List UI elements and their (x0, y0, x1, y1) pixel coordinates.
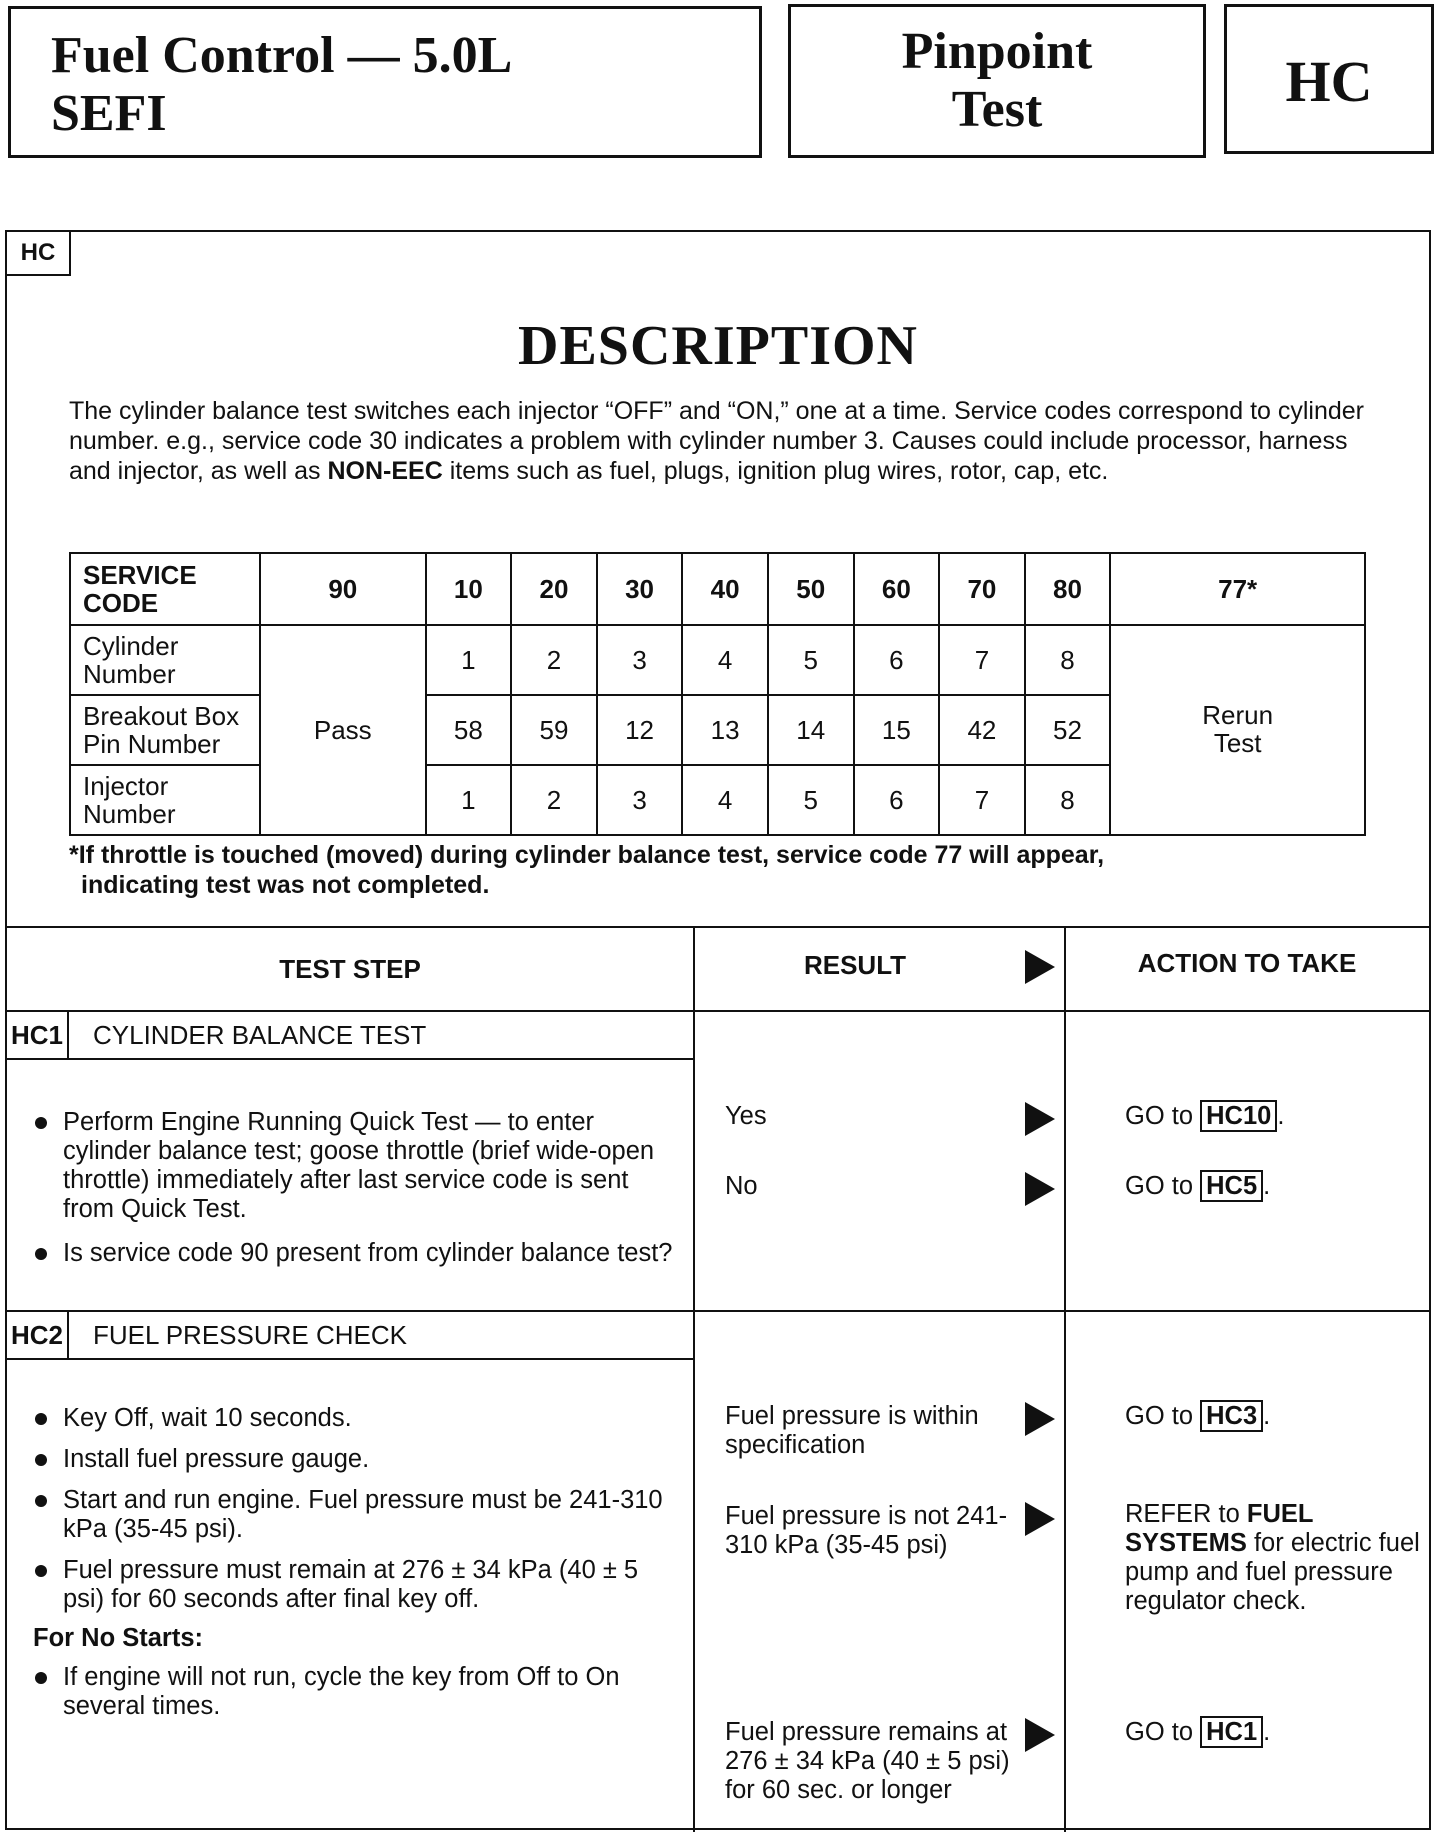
goto-suffix: . (1263, 1718, 1271, 1746)
main-panel (5, 230, 1431, 1830)
pin-cell: 42 (939, 695, 1025, 765)
action-hc1-no (1125, 1170, 1270, 1202)
footnote (69, 840, 1389, 900)
pin-cell: 15 (854, 695, 940, 765)
pinpoint-line2: Test (951, 81, 1043, 138)
cylinder-cell: 7 (939, 625, 1025, 695)
action-hc1-yes (1125, 1100, 1284, 1132)
rerun-test-label: Rerun Test (1202, 700, 1274, 758)
pin-cell: 13 (682, 695, 768, 765)
pin-cell: 58 (426, 695, 512, 765)
arrow-icon (1025, 1172, 1055, 1206)
cylinder-cell: 5 (768, 625, 854, 695)
divider (693, 926, 695, 1832)
pin-cell: 59 (511, 695, 597, 765)
arrow-icon (1025, 950, 1055, 984)
no-starts-heading: For No Starts: (33, 1624, 204, 1652)
refer-for: for (1253, 1529, 1284, 1557)
row-label-cylinder: Cylinder Number (70, 625, 260, 695)
service-code-cell: 20 (511, 553, 597, 625)
arrow-icon (1025, 1502, 1055, 1536)
description-title: DESCRIPTION (518, 315, 918, 377)
injector-cell: 4 (682, 765, 768, 835)
list-item: Install fuel pressure gauge. (33, 1445, 673, 1474)
result-hc1-yes: Yes (725, 1102, 767, 1130)
service-code-cell: 77* (1110, 553, 1365, 625)
result-hc2-within-spec: Fuel pressure is within specification (725, 1402, 979, 1459)
pinpoint-line1: Pinpoint (901, 23, 1093, 80)
result-hc2-remains: Fuel pressure remains at 276 ± 34 kPa (40 ± 5 psi) for 60 sec. or longer (725, 1718, 1010, 1804)
service-code-cell: 60 (854, 553, 940, 625)
result-hc1-no: No (725, 1172, 758, 1200)
injector-cell: 5 (768, 765, 854, 835)
manual-title-line1: Fuel Control — 5.0L (51, 27, 513, 84)
description-text-bold: NON-EEC (327, 457, 443, 485)
injector-cell: 1 (426, 765, 512, 835)
list-item: If engine will not run, cycle the key from Off to On several times. (33, 1663, 673, 1721)
service-code-cell: 70 (939, 553, 1025, 625)
goto-hc1-link[interactable]: HC1 (1200, 1716, 1263, 1748)
service-code-cell: 30 (597, 553, 683, 625)
result-hc2-not-in-range: Fuel pressure is not 241-310 kPa (35-45 psi) (725, 1502, 1008, 1559)
service-code-cell: 80 (1025, 553, 1111, 625)
goto-suffix: . (1263, 1402, 1271, 1430)
cylinder-cell: 3 (597, 625, 683, 695)
refer-prefix: REFER to (1125, 1500, 1240, 1528)
table-row (70, 553, 1365, 625)
manual-title-line2: SEFI (51, 85, 167, 142)
rerun-test-cell (1110, 625, 1365, 835)
action-hc2-remains (1125, 1716, 1270, 1748)
action-hc2-refer (1125, 1500, 1425, 1616)
service-code-table (69, 552, 1366, 836)
step-instructions-hc2 (33, 1404, 673, 1736)
service-code-cell: 50 (768, 553, 854, 625)
arrow-icon (1025, 1718, 1055, 1752)
pin-cell: 14 (768, 695, 854, 765)
goto-prefix: GO to (1125, 1172, 1194, 1200)
action-hc2-within-spec (1125, 1400, 1270, 1432)
step-instructions-hc1 (33, 1108, 673, 1283)
divider (7, 1310, 1429, 1312)
divider (7, 926, 1429, 928)
injector-cell: 8 (1025, 765, 1111, 835)
step-title-hc2: FUEL PRESSURE CHECK (93, 1320, 407, 1350)
divider (7, 1010, 1429, 1012)
service-code-cell: 90 (260, 553, 426, 625)
goto-hc3-link[interactable]: HC3 (1200, 1400, 1263, 1432)
goto-hc10-link[interactable]: HC10 (1200, 1100, 1277, 1132)
description-text-part1: The cylinder balance test switches each injector “OFF” and “ON,” one at a time. Service codes correspond to cylinder number. e.g., service code 30 indicates a problem with cylinder number 3. Causes could include processor, harness and injector, as well as (69, 397, 1365, 485)
arrow-icon (1025, 1102, 1055, 1136)
manual-title-box (8, 6, 762, 158)
service-code-cell: 40 (682, 553, 768, 625)
step-code-hc1: HC1 (7, 1012, 69, 1058)
injector-cell: 7 (939, 765, 1025, 835)
column-header-result: RESULT (803, 950, 907, 980)
goto-hc5-link[interactable]: HC5 (1200, 1170, 1263, 1202)
pass-cell: Pass (260, 625, 426, 835)
arrow-icon (1025, 1402, 1055, 1436)
row-label-pin: Breakout Box Pin Number (70, 695, 260, 765)
injector-cell: 6 (854, 765, 940, 835)
footnote-line2: indicating test was not completed. (81, 871, 490, 899)
step-code-hc2: HC2 (7, 1312, 69, 1358)
row-label-injector: Injector Number (70, 765, 260, 835)
injector-cell: 2 (511, 765, 597, 835)
refer-fuel-systems[interactable]: FUEL SYSTEMS (1125, 1500, 1313, 1557)
step-title-hc1: CYLINDER BALANCE TEST (93, 1020, 427, 1050)
goto-prefix: GO to (1125, 1402, 1194, 1430)
cylinder-cell: 8 (1025, 625, 1111, 695)
list-item: Key Off, wait 10 seconds. (33, 1404, 673, 1433)
injector-cell: 3 (597, 765, 683, 835)
description-text (69, 396, 1369, 486)
refer-rest: electric fuel pump and fuel pressure regulator check. (1125, 1529, 1420, 1615)
divider (7, 1358, 693, 1360)
column-header-action: ACTION TO TAKE (1137, 948, 1357, 978)
list-item: Start and run engine. Fuel pressure must be 241-310 kPa (35-45 psi). (33, 1486, 673, 1544)
list-item: Perform Engine Running Quick Test — to enter cylinder balance test; goose throttle (brief wide-open throttle) immediately after last service code is sent from Quick Test. (33, 1108, 673, 1224)
cylinder-cell: 6 (854, 625, 940, 695)
table-header-label: SERVICE CODE (70, 553, 260, 625)
description-text-part2: items such as fuel, plugs, ignition plug wires, rotor, cap, etc. (442, 457, 1109, 485)
footnote-line1: *If throttle is touched (moved) during cylinder balance test, service code 77 will appear, (69, 841, 1105, 869)
section-tag: HC (7, 232, 71, 276)
divider (1064, 926, 1066, 1832)
table-row (70, 625, 1365, 695)
goto-suffix: . (1263, 1172, 1271, 1200)
service-code-cell: 10 (426, 553, 512, 625)
column-header-test-step: TEST STEP (279, 954, 421, 984)
goto-prefix: GO to (1125, 1718, 1194, 1746)
pinpoint-test-box (788, 4, 1206, 158)
goto-prefix: GO to (1125, 1102, 1194, 1130)
list-item: Fuel pressure must remain at 276 ± 34 kPa (40 ± 5 psi) for 60 seconds after final key off. (33, 1556, 673, 1614)
pin-cell: 12 (597, 695, 683, 765)
list-item: Is service code 90 present from cylinder balance test? (33, 1239, 673, 1268)
cylinder-cell: 4 (682, 625, 768, 695)
divider (7, 1058, 693, 1060)
goto-suffix: . (1277, 1102, 1285, 1130)
pin-cell: 52 (1025, 695, 1111, 765)
test-code-box: HC (1224, 4, 1434, 154)
cylinder-cell: 2 (511, 625, 597, 695)
cylinder-cell: 1 (426, 625, 512, 695)
